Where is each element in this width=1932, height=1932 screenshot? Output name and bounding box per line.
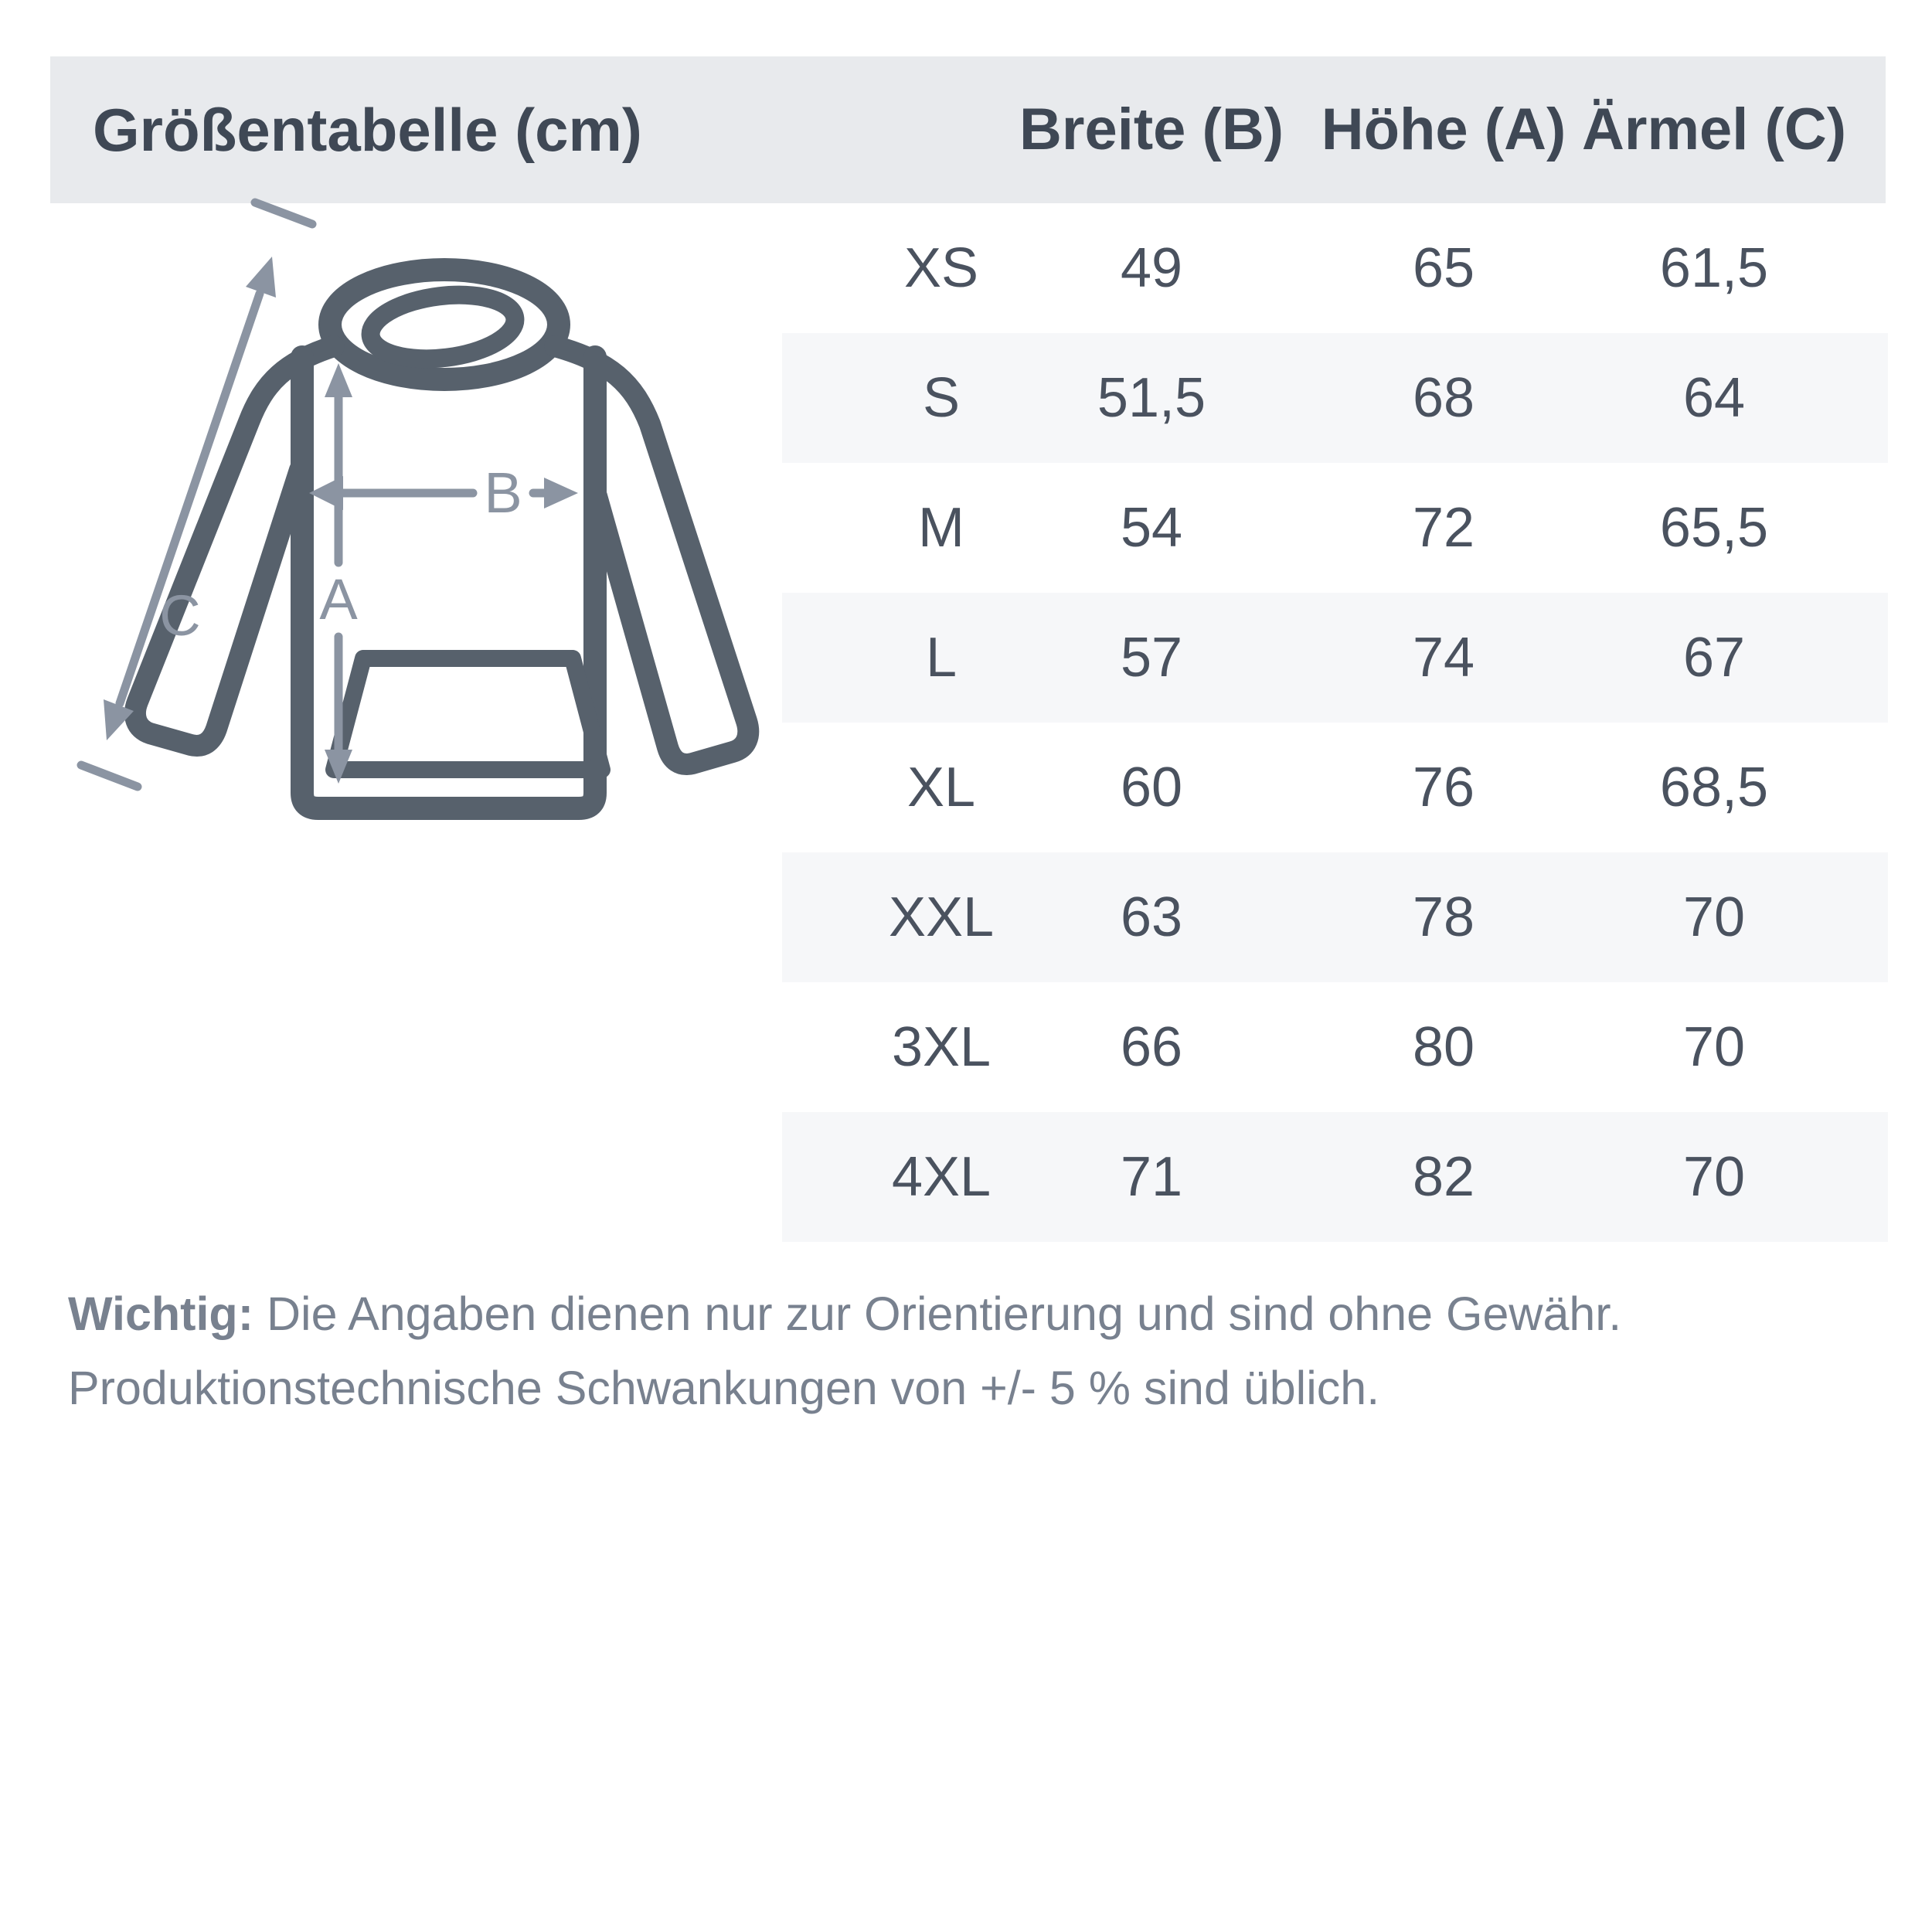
table-row	[782, 982, 1888, 1112]
disclaimer-note	[68, 1277, 1869, 1425]
table-row	[782, 852, 1888, 982]
size-label: L	[925, 627, 957, 689]
size-label: M	[918, 497, 964, 559]
hood-inner-ring	[367, 287, 519, 366]
height-value: 74	[1412, 627, 1475, 689]
sleeve-value: 68,5	[1659, 757, 1769, 818]
sleeve-value: 70	[1682, 1146, 1746, 1208]
width-value: 60	[1120, 757, 1183, 818]
column-header-height: Höhe (A)	[1321, 97, 1566, 162]
hoodie-outline	[135, 270, 748, 808]
arrow-b-head-right	[544, 478, 578, 509]
size-label: XS	[903, 237, 979, 299]
table-row	[782, 723, 1888, 852]
arrow-b-head-left	[309, 476, 343, 510]
disclaimer-line-2: Produktionstechnische Schwankungen von +/- 5 % sind üblich.	[68, 1362, 1380, 1414]
sleeve-value: 70	[1682, 886, 1746, 948]
height-value: 72	[1412, 497, 1475, 559]
disclaimer-line-1: Wichtig: Die Angaben dienen nur zur Orientierung und sind ohne Gewähr.	[68, 1287, 1622, 1340]
size-table-body	[782, 203, 1888, 1242]
page-title: Größentabelle (cm)	[93, 96, 642, 164]
width-value: 71	[1120, 1146, 1183, 1208]
sleeve-value: 61,5	[1659, 237, 1769, 299]
arrow-c-tick-bottom	[81, 765, 138, 787]
kangaroo-pocket	[334, 658, 602, 770]
size-label: 3XL	[891, 1016, 992, 1078]
height-value: 80	[1412, 1016, 1475, 1078]
arrow-c-tick-top	[255, 202, 312, 224]
width-value: 57	[1120, 627, 1183, 689]
sleeve-value: 67	[1682, 627, 1746, 689]
sleeve-value: 64	[1682, 367, 1746, 429]
width-value: 54	[1120, 497, 1183, 559]
table-row	[782, 1112, 1888, 1242]
sleeve-value: 65,5	[1659, 497, 1769, 559]
height-value: 68	[1412, 367, 1475, 429]
size-label: S	[922, 367, 961, 429]
width-value: 66	[1120, 1016, 1183, 1078]
size-label: XL	[906, 757, 976, 818]
table-row	[782, 203, 1888, 333]
height-value: 65	[1412, 237, 1475, 299]
column-header-width: Breite (B)	[1019, 97, 1284, 162]
arrow-c-head-top	[246, 257, 276, 298]
label-a: A	[319, 567, 358, 631]
table-row	[782, 593, 1888, 723]
height-value: 78	[1412, 886, 1475, 948]
width-value: 51,5	[1097, 367, 1206, 429]
table-row	[782, 463, 1888, 593]
width-value: 49	[1120, 237, 1183, 299]
height-value: 76	[1412, 757, 1475, 818]
table-row	[782, 333, 1888, 463]
size-label: 4XL	[891, 1146, 992, 1208]
disclaimer-bold-prefix: Wichtig:	[68, 1287, 254, 1340]
height-value: 82	[1412, 1146, 1475, 1208]
width-value: 63	[1120, 886, 1183, 948]
label-c: C	[159, 583, 201, 648]
arrow-a-head-up	[325, 363, 352, 397]
label-b: B	[484, 461, 522, 525]
sleeve-value: 70	[1682, 1016, 1746, 1078]
size-label: XXL	[888, 886, 995, 948]
column-header-sleeve: Ärmel (C)	[1581, 97, 1847, 162]
